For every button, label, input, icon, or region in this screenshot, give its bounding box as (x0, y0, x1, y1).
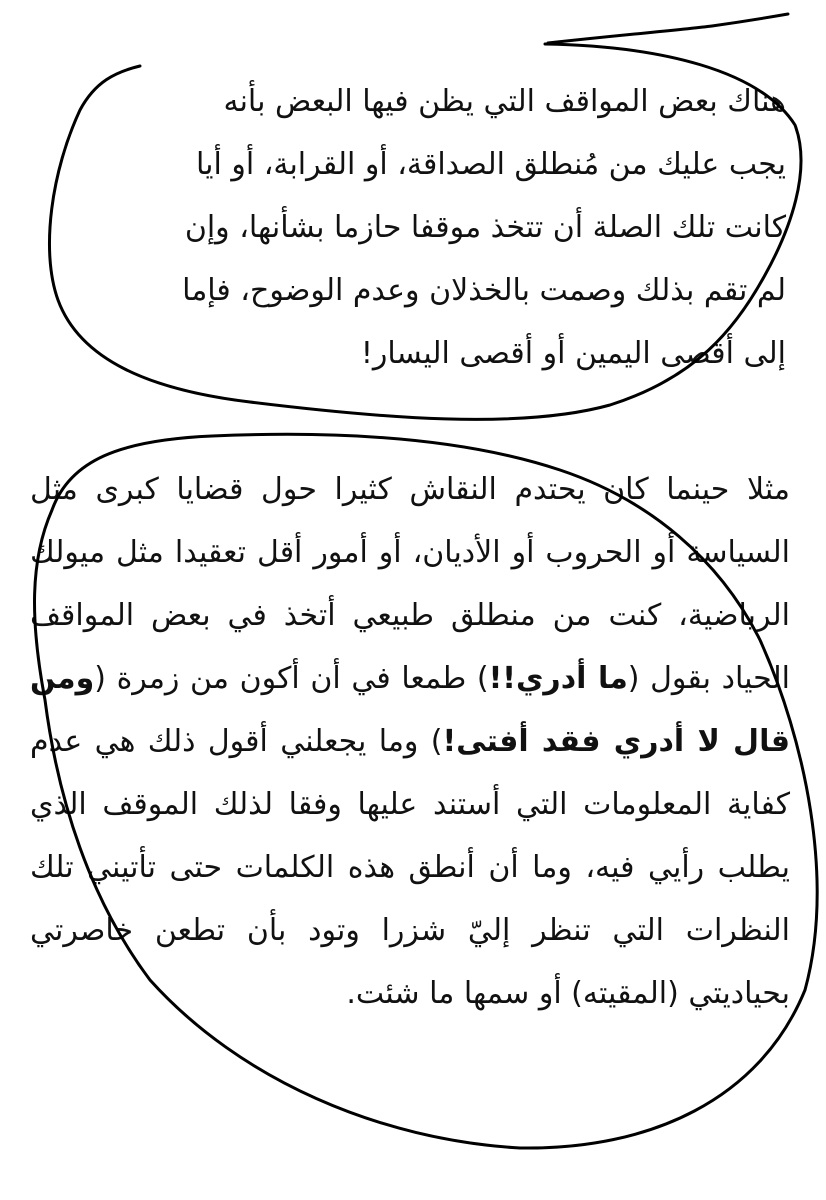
paragraph-1-line-1: هناك بعض المواقف التي يظن فيها البعض بأنه (223, 84, 786, 119)
paragraph-1-line-2: يجب عليك من مُنطلق الصداقة، أو القرابة، أو أيا (195, 147, 786, 182)
paragraph-2-text-3: ) وما يجعلني أقول ذلك هي عدم كفاية المعلومات التي أستند عليها وفقا لذلك الموقف الذي يطلب رأيي فيه، وما أن أنطق هذه الكلمات حتى تأتيني تلك النظرات التي تنظر إليّ شزرا وتود بأن تطعن خاصرتي بحياديتي (المقيته) أو سمها ما شئت. (30, 724, 790, 1011)
paragraph-2-text-2: ) طمعا في أن أكون من زمرة ( (94, 661, 489, 696)
paragraph-1 (55, 70, 786, 385)
top-scribble-stroke (548, 14, 788, 43)
paragraph-2-text-1: مثلا حينما كان يحتدم النقاش كثيرا حول قضايا كبرى مثل السياسة أو الحروب أو الأديان، أو أمور أقل تعقيدا مثل ميولك الرياضية، كنت من منطلق طبيعي أتخذ في بعض المواقف الحياد بقول ( (30, 472, 790, 696)
paragraph-2 (30, 458, 790, 1025)
paragraph-1-line-5: إلى أقصى اليمين أو أقصى اليسار! (360, 336, 786, 371)
paragraph-1-line-3: كانت تلك الصلة أن تتخذ موقفا حازما بشأنها، وإن (184, 210, 786, 245)
paragraph-2-bold-2: ومن قال لا أدري فقد أفتى! (30, 661, 790, 759)
paragraph-1-line-4: لم تقم بذلك وصمت بالخذلان وعدم الوضوح، فإما (182, 273, 786, 308)
paragraph-2-bold-1: ما أدري!! (488, 661, 628, 696)
